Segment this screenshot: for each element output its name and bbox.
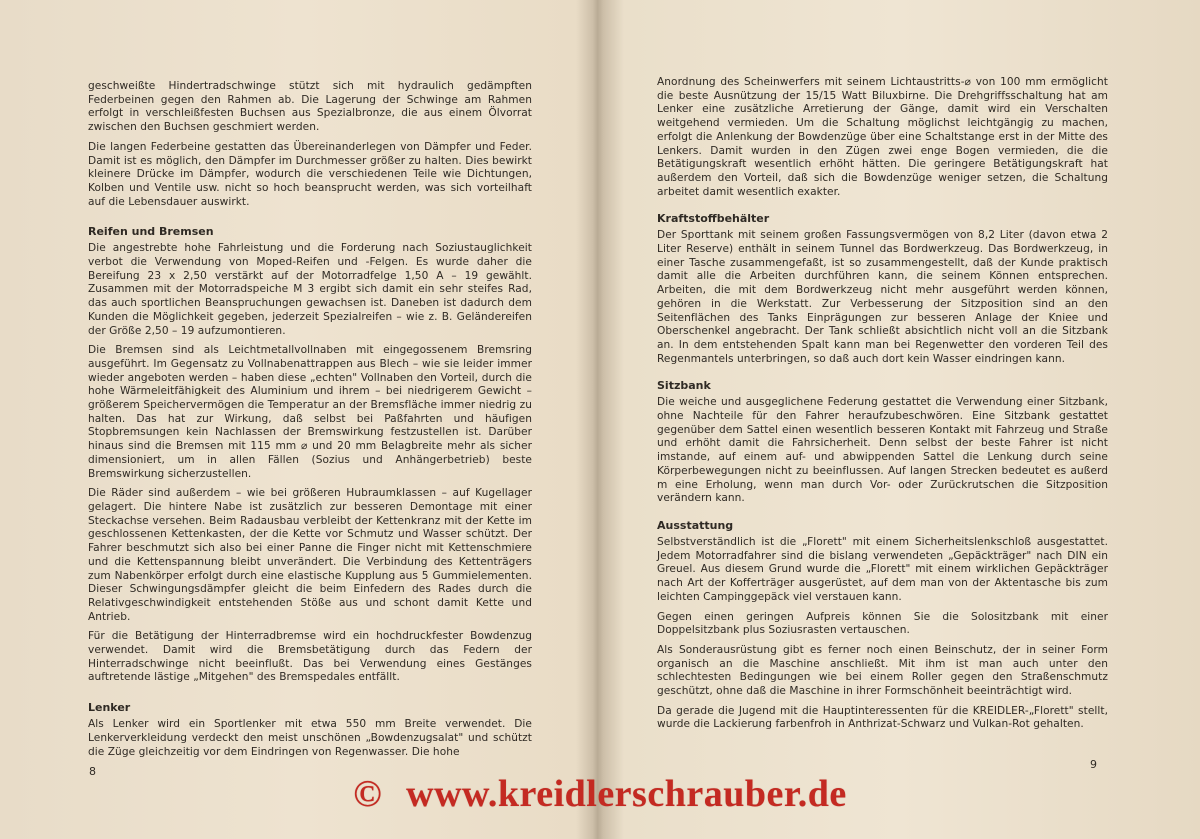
text-section (88, 701, 532, 759)
left-page (0, 0, 596, 839)
paragraph: Der Sporttank mit seinem großen Fassungsvermögen von 8,2 Liter (davon etwa 2 Liter Reserve) enthält in seinem Tunnel das Bordwerkzeug. Das Bordwerkzeug, in einer Tasche zusammengefaßt, ist so zusammengestellt, daß der Kunde praktisch damit alle die Arbeiten durchführen kann, die seinem Können entsprechen. Arbeiten, die mit dem Bordwerkzeug nicht mehr ausgeführt werden können, gehören in die Werkstatt. Zur Verbesserung der Sitzposition sind an den Seitenflächen des Tanks Einprägungen zur besseren Anlage der Kniee und Oberschenkel angebracht. Der Tank schließt absichtlich nicht voll an die Sitzbank an. In dem entstehenden Spalt kann man bei Regenwetter den vorderen Teil des Regenmantels unterbringen, so daß auch dort kein Wasser eindringen kann. (657, 229, 1108, 365)
page-number-right: 9 (1090, 758, 1097, 771)
paragraph: Die langen Federbeine gestatten das Übereinanderlegen von Dämpfer und Feder. Damit ist es möglich, den Dämpfer im Durchmesser größer zu halten. Dies bewirkt kleinere Drücke im Dämpfer, wodurch die verschiedenen Teile wie Dichtungen, Kolben und Ventile usw. nicht so hoch beansprucht werden, was sich vorteilhaft auf die Lebensdauer auswirkt. (88, 140, 532, 208)
page-number-left: 8 (89, 765, 96, 778)
text-section (88, 225, 532, 685)
text-section (657, 519, 1108, 732)
paragraph: Da gerade die Jugend mit die Hauptinteressenten für die KREIDLER-„Florett" stellt, wurde die Lackierung farbenfroh in Anthrizat-Schwarz und Vulkan-Rot gehalten. (657, 704, 1108, 731)
paragraph: Als Lenker wird ein Sportlenker mit etwa 550 mm Breite verwendet. Die Lenkerverkleidung verdeckt den meist unschönen „Bowdenzugsalat" und schützt die Züge gleichzeitig vor dem Eindringen von Regenwasser. Die hohe (88, 718, 532, 758)
paragraph: geschweißte Hindertradschwinge stützt sich mit hydraulich gedämpften Federbeinen gegen den Rahmen ab. Die Lagerung der Schwinge am Rahmen erfolgt in verschleißfesten Buchsen aus Spezialbronze, die aus einem Ölvorrat zwischen den Buchsen geschmiert werden. (88, 80, 532, 134)
text-section (657, 212, 1108, 366)
paragraph: Gegen einen geringen Aufpreis können Sie die Solositzbank mit einer Doppelsitzbank plus Soziusrasten vertauschen. (657, 610, 1108, 637)
text-section (657, 379, 1108, 506)
paragraph: Die angestrebte hohe Fahrleistung und die Forderung nach Soziustauglichkeit verbot die Verwendung von Moped-Reifen und -Felgen. Es wurde daher die Bereifung 23 x 2,50 verstärkt auf der Motorradfelge 1,50 A – 19 gewählt. Zusammen mit der Motorradspeiche M 3 ergibt sich damit ein sehr steifes Rad, das auch sportlichen Beanspruchungen gewachsen ist. Daneben ist dadurch dem Kunden die Möglichkeit gegeben, jederzeit Spezialreifen – wie z. B. Geländereifen der Größe 2,50 – 19 aufzumontieren. (88, 242, 532, 337)
paragraph: Als Sonderausrüstung gibt es ferner noch einen Beinschutz, der in seiner Form organisch an die Maschine anschließt. Mit ihm ist man auch unter den schlechtesten Bedingungen wie bei einem Roller gegen den Straßenschmutz geschützt, ohne daß die Maschine in ihrer Formschönheit beeinträchtigt wird. (657, 643, 1108, 698)
section-heading: Reifen und Bremsen (88, 225, 214, 239)
paragraph: Die Bremsen sind als Leichtmetallvollnaben mit eingegossenem Bremsring ausgeführt. Im Gegensatz zu Vollnabenattrappen aus Blech – wie sie leider immer wieder angeboten werden – haben diese „echten" Vollnaben den Vorteil, durch die hohe Wärmeleitfähigkeit des Aluminium und ihrem – bei niedrigerem Gewicht – größerem Speichervermögen die Temperatur an der Bremsfläche immer niedrig zu halten. Das hat zur Wirkung, daß selbst bei Paßfahrten und häufigen Stopbremsungen kein Nachlassen der Bremswirkung festzustellen ist. Darüber hinaus sind die Bremsen mit 115 mm ⌀ und 20 mm Belagbreite mehr als sicher dimensioniert, um in allen Fällen (Sozius und Anhängerbetrieb) beste Bremswirkung sicherzustellen. (88, 344, 532, 480)
paragraph: Die Räder sind außerdem – wie bei größeren Hubraumklassen – auf Kugellager gelagert. Die hintere Nabe ist zusätzlich zur besseren Demontage mit einer Steckachse versehen. Beim Radausbau verbleibt der Kettenkranz mit der Kette im geschlossenen Kettenkasten, der die Kette vor Schmutz und Wasser schützt. Der Fahrer beschmutzt sich also bei einer Panne die Finger nicht mit Kettenschmiere und die Kettenspannung bleibt unverändert. Die Verbindung des Kettenträgers zum Nabenkörper erfolgt durch eine elastische Kupplung aus 5 Gummielementen. Dieser Schwingungsdämpfer gleicht die beim Einfedern des Rades durch die Relativgeschwindigkeit entstehenden Stöße aus und schont damit Kette und Antrieb. (88, 487, 532, 623)
paragraph: Selbstverständlich ist die „Florett" mit einem Sicherheitslenkschloß ausgestattet. Jedem Motorradfahrer sind die bislang verwendeten „Gepäckträger" nach DIN ein Greuel. Aus diesem Grund wurde die „Florett" mit einem wirklichen Gepäckträger nach Art der Kofferträger ausgerüstet, auf dem man von der Aktentasche bis zum leichten Campinggepäck viel verstauen kann. (657, 535, 1108, 603)
text-section (657, 76, 1108, 199)
paragraph: Für die Betätigung der Hinterradbremse wird ein hochdruckfester Bowdenzug verwendet. Damit wird die Bremsbetätigung durch das Federn der Hinterradschwinge nicht beeinflußt. Das bei Verwendung eines Gestänges auftretende lästige „Mitgehen" des Bremspedales entfällt. (88, 630, 532, 684)
copyright-symbol: © (353, 773, 383, 815)
section-heading: Lenker (88, 701, 131, 715)
section-heading: Kraftstoffbehälter (657, 212, 770, 226)
paragraph: Die weiche und ausgeglichene Federung gestattet die Verwendung einer Sitzbank, ohne Nachteile für den Fahrer heraufzubeschwören. Eine Sitzbank gestattet gegenüber dem Sattel einen wesentlich besseren Kontakt mit Fahrzeug und Straße und erhöht damit die Fahrsicherheit. Denn selbst der beste Fahrer ist nicht imstande, auf einem auf- und abwippenden Sattel die Lenkung durch seine Körperbewegungen nicht zu beeinflussen. Auf langen Strecken bedeutet es außerd m eine Erholung, wenn man durch Vor- oder Zurückrutschen die Sitzposition verändern kann. (657, 396, 1108, 505)
section-heading: Sitzbank (657, 379, 711, 393)
section-heading: Ausstattung (657, 518, 734, 532)
watermark (0, 772, 1200, 816)
text-section (88, 80, 532, 209)
paragraph: Anordnung des Scheinwerfers mit seinem Lichtaustritts-⌀ von 100 mm ermöglicht die beste Ausnützung der 15/15 Watt Biluxbirne. Die Drehgriffsschaltung hat am Lenker eine zusätzliche Arretierung der Gänge, damit wird ein Verschalten weitgehend vermieden. Um die Schaltung möglichst leichtgängig zu machen, erfolgt die Anlenkung der Bowdenzüge über eine Schaltstange erst in der Mitte des Lenkers. Damit wurden in den Zügen zwei enge Bogen vermieden, die die Betätigungskraft wesentlich erhöht hätten. Die geringere Betätigungskraft hat außerdem den Vorteil, daß sich die Bowdenzüge weniger setzen, die Schaltung arbeitet damit wesentlich exakter. (657, 76, 1108, 198)
watermark-url: www.kreidlerschrauber.de (406, 773, 847, 815)
right-page (600, 0, 1200, 839)
